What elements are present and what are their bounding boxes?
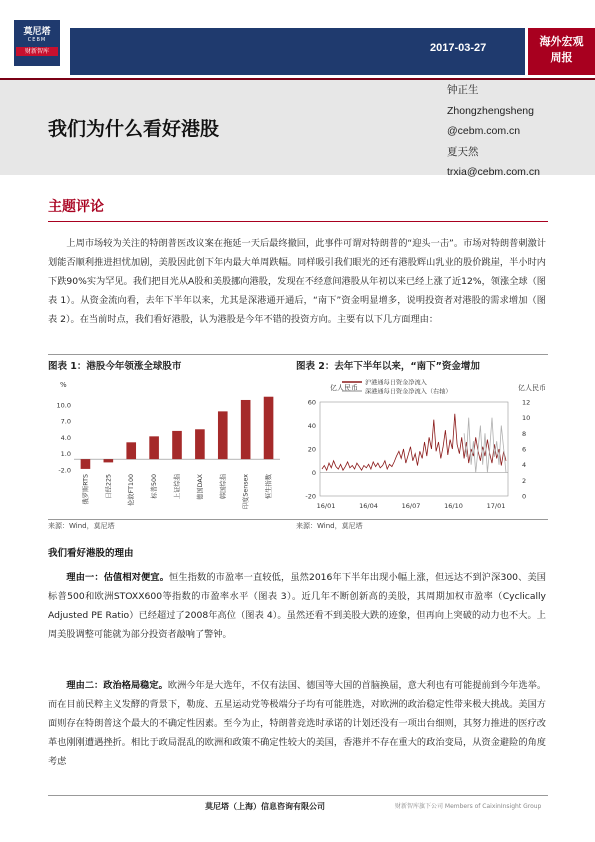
fig1-bar (104, 459, 114, 462)
page-title: 我们为什么看好港股 (48, 118, 220, 140)
reason-2-paragraph (48, 676, 546, 771)
fig1-title: 图表 1：港股今年领涨全球股市 (48, 361, 182, 372)
report-type-line2: 周报 (550, 51, 573, 64)
fig2-y-left-label: 亿人民币 (330, 384, 358, 392)
fig2-x-tick: 16/04 (359, 502, 378, 510)
figure-bottom-rule (48, 519, 548, 520)
fig1-y-tick: 4.0 (60, 433, 71, 442)
reasons-heading: 我们看好港股的理由 (48, 548, 134, 559)
logo-sub: 财新智库 (16, 47, 58, 56)
fig2-legend-label: 沪港通每日资金净流入 (365, 379, 427, 387)
fig1-x-tick: 日经225 (105, 474, 113, 499)
author-block (447, 80, 540, 183)
author-name-2: 夏天然 (447, 145, 479, 158)
fig1-y-unit: % (60, 381, 67, 389)
reason-1-text: 恒生指数的市盈率一直较低，虽然2016年下半年出现小幅上涨，但远达不到沪深300、美国标普500和欧洲STOXX600等指数的市盈率水平（图表 3）。近几年不断创新高的美股，其周期加权市盈率（Cyclically Adjusted PE Ratio）已经超过了2008年高位（图表 4）。虽然还看不到美股大跌的迹象，但再向上突破的动力也不大。上周美股调整可能就为部分投资者敲响了警钟。 (48, 572, 546, 640)
author-pinyin-1: Zhongzhengsheng (447, 104, 534, 117)
fig1-bar (195, 429, 205, 459)
fig1-y-tick: 7.0 (60, 417, 71, 426)
fig1-bar-chart (48, 372, 288, 517)
fig2-y-right-tick: 12 (522, 398, 531, 407)
author-email-2[interactable]: trxia@cebm.com.cn (447, 166, 540, 178)
fig1-bar (172, 431, 182, 459)
reason-2-text: 欧洲今年是大选年，不仅有法国、德国等大国的首脑换届，意大利也有可能提前到今年选举。而在目前民粹主义发酵的背景下，勒庞、五星运动党等极端分子均有可能胜选，对欧洲的政治稳定性带来极大挑战。美国方面则存在特朗普这个最大的不确定性因素。至今为止，特朗普竞选时承诺的计划还没有一项出台细则，其努力推进的医疗改革也刚刚遭遇挫折。相比于政局混乱的欧洲和政策不确定性较大的美国，香港并不存在重大的政治变局，从资金避险的角度考虑 (48, 680, 547, 767)
fig2-x-tick: 16/10 (444, 502, 463, 510)
fig1-bar (264, 397, 274, 459)
footer-member: 财新智库旗下公司 Members of CaixinInsight Group (395, 803, 542, 810)
fig1-bar (241, 400, 251, 459)
fig2-series-line-sz (464, 418, 506, 473)
reason-1-paragraph (48, 568, 546, 644)
fig1-bar (126, 442, 136, 459)
author-name-1: 钟正生 (447, 84, 479, 96)
fig2-plot-frame (320, 402, 508, 496)
report-date: 2017-03-27 (430, 42, 487, 54)
section-title: 主题评论 (48, 199, 104, 215)
fig1-y-tick: -2.0 (58, 466, 71, 475)
fig2-y-right-tick: 2 (522, 476, 527, 485)
fig2-source: 来源：Wind，莫尼塔 (296, 522, 363, 530)
reason-2-lead: 理由二：政治格局稳定。 (66, 680, 168, 691)
fig2-line-chart (296, 372, 548, 517)
fig2-x-tick: 16/07 (401, 502, 421, 510)
fig2-y-left-tick: 0 (311, 469, 316, 477)
fig2-legend-label: 深港通每日资金净流入（右轴） (365, 388, 452, 396)
fig2-x-tick: 16/01 (316, 502, 336, 510)
fig1-x-tick: 印度Sensex (242, 474, 250, 510)
fig2-y-right-tick: 8 (522, 429, 527, 438)
fig1-x-tick: 标普500 (151, 474, 159, 499)
fig1-bar (81, 459, 91, 469)
fig1-x-tick: 恒生指数 (265, 474, 273, 500)
logo-en: CEBM (27, 37, 47, 43)
footer-rule (48, 795, 548, 796)
intro-paragraph: 上周市场较为关注的特朗普医改议案在拖延一天后最终撤回，此事件可谓对特朗普的“迎头一击”。市场对特朗普刺激计划能否顺利推进担忧加剧，美股因此创下年内最大单周跌幅。同样吸引我们眼光的还有港股辉山乳业的股价跳崖，半小时内下跌90%实为罕见。我们把目光从A股和美股挪向港股，发现在不经意间港股从年初以来已经上涨了近12%，领涨全球（图表 1）。从资金流向看，去年下半年以来，尤其是深港通开通后，“南下”资金明显增多，说明投资者对港股的需求增加（图表 2）。在当前时点，我们看好港股，认为港股是今年不错的投资方向。主要有以下几方面理由： (48, 238, 546, 325)
fig2-y-left-tick: -20 (305, 492, 316, 501)
figure-top-rule (48, 354, 548, 355)
fig1-y-tick: 10.0 (56, 401, 71, 410)
cebm-logo (14, 20, 60, 66)
fig1-x-tick: 俄罗斯RTS (82, 474, 90, 505)
author-email-1[interactable]: @cebm.com.cn (447, 125, 521, 137)
logo-cn: 莫尼塔 (23, 27, 51, 37)
fig2-y-right-label: 亿人民币 (518, 384, 546, 392)
fig2-y-left-tick: 60 (307, 398, 316, 407)
fig2-y-right-tick: 0 (522, 492, 527, 501)
fig2-title: 图表 2：去年下半年以来，“南下”资金增加 (296, 361, 480, 372)
fig1-y-tick: 1.0 (60, 450, 71, 459)
fig1-x-tick: 韩国综指 (219, 474, 227, 500)
report-type (528, 28, 595, 75)
fig1-x-tick: 德国DAX (196, 474, 204, 500)
fig2-y-right-tick: 10 (522, 414, 531, 423)
fig1-source: 来源：Wind，莫尼塔 (48, 522, 115, 530)
reason-1-lead: 理由一：估值相对便宜。 (66, 572, 170, 583)
fig2-y-right-tick: 6 (522, 445, 527, 454)
footer-company: 莫尼塔（上海）信息咨询有限公司 (205, 802, 325, 811)
fig1-x-tick: 伦敦FT100 (128, 474, 136, 506)
section-rule (48, 221, 548, 222)
fig2-y-left-tick: 40 (307, 422, 316, 430)
fig1-bar (149, 436, 159, 459)
fig2-x-tick: 17/01 (486, 502, 506, 510)
fig2-y-left-tick: 20 (307, 445, 316, 454)
fig1-bar (218, 411, 228, 459)
report-type-line1: 海外宏观 (539, 35, 584, 48)
fig1-x-tick: 上证综指 (174, 474, 181, 500)
fig2-y-right-tick: 4 (522, 461, 527, 470)
